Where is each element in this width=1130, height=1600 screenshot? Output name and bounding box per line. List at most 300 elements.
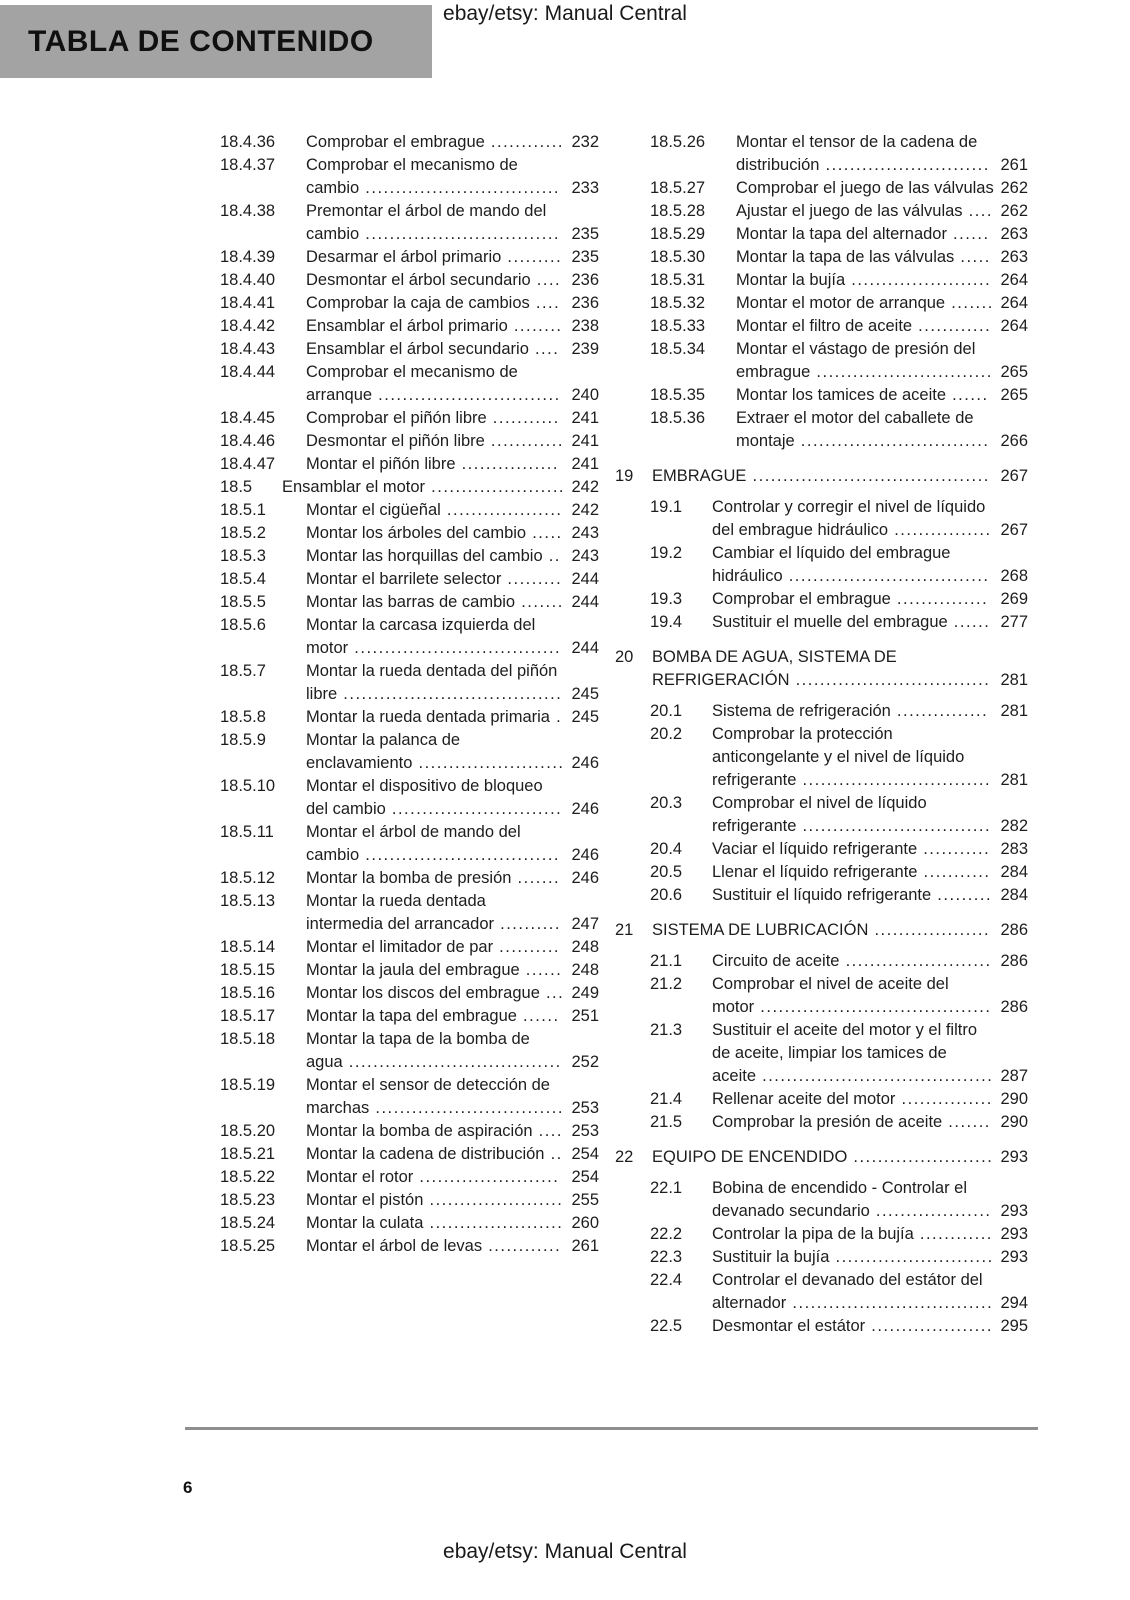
- toc-entry-body: [712, 1088, 1028, 1111]
- toc-entry-title: Comprobar el mecanismo de cambio: [306, 156, 518, 197]
- toc-entry-page: 236: [571, 294, 599, 312]
- toc-entry-number: 18.4.38: [220, 202, 276, 220]
- toc-entry: [185, 1028, 599, 1074]
- toc-dot-leader: ..........: [493, 938, 561, 956]
- toc-entry: [185, 821, 599, 867]
- toc-entry-title: Montar la palanca de enclavamiento: [306, 731, 461, 772]
- toc-dot-leader: ....: [962, 202, 993, 220]
- toc-entry-page: 265: [1000, 386, 1028, 404]
- toc-entry-title: Sustituir el aceite del motor y el filtro de aceite, limpiar los tamices de aceite: [712, 1021, 978, 1085]
- toc-dot-leader: ............................: [385, 800, 563, 818]
- toc-entry-title: Comprobar el embrague: [306, 133, 485, 151]
- toc-entry: [185, 729, 599, 775]
- toc-entry-page: 246: [571, 800, 599, 818]
- toc-entry: [615, 884, 1028, 907]
- toc-entry-number: 21.3: [650, 1021, 683, 1039]
- toc-entry-page: 267: [1000, 467, 1028, 485]
- footer-rule: [185, 1427, 1038, 1430]
- toc-entry-page: 251: [571, 1007, 599, 1025]
- toc-column-left: [185, 131, 599, 1258]
- toc-entry-title: Bobina de encendido - Controlar el devanado secundario: [712, 1179, 968, 1220]
- toc-entry-title: Montar el dispositivo de bloqueo del cambio: [306, 777, 543, 818]
- toc-dot-leader: .......................: [413, 1168, 560, 1186]
- toc-entry-page: 286: [1000, 921, 1028, 939]
- toc-entry-number: 18.4.43: [220, 340, 276, 358]
- toc-dot-leader: ...............................: [796, 771, 992, 789]
- toc-entry-body: [306, 729, 599, 775]
- toc-entry-title: Ensamblar el motor: [282, 478, 426, 496]
- toc-entry-body: [736, 200, 1028, 223]
- toc-entry: [615, 1246, 1028, 1269]
- toc-entry-page: 265: [1000, 363, 1028, 381]
- toc-dot-leader: .........: [501, 570, 563, 588]
- toc-dot-leader: .................................: [786, 1294, 994, 1312]
- toc-entry-number: 18.5.11: [220, 823, 274, 841]
- toc-entry-page: 249: [571, 984, 599, 1002]
- toc-entry-number: 18.5.7: [220, 662, 266, 680]
- toc-entry-number: 18.5.3: [220, 547, 266, 565]
- toc-entry-title: Controlar y corregir el nivel de líquido del embrague hidráulico: [712, 498, 986, 539]
- toc-entry-number: 18.5.32: [650, 294, 706, 312]
- toc-entry-title: Montar el vástago de presión del embrague: [736, 340, 976, 381]
- toc-entry: [185, 660, 599, 706]
- toc-entry-number: 18.5.25: [220, 1237, 276, 1255]
- toc-entry-number: 18.4.37: [220, 156, 276, 174]
- toc-entry-title: Montar la rueda dentada del piñón libre: [306, 662, 558, 703]
- toc-entry-page: 281: [1000, 671, 1028, 689]
- toc-entry: [615, 384, 1028, 407]
- toc-entry: [185, 1074, 599, 1120]
- toc-entry: [615, 838, 1028, 861]
- toc-entry-body: [712, 496, 1028, 542]
- toc-entry-body: [712, 838, 1028, 861]
- toc-entry-title: BOMBA DE AGUA, SISTEMA DE REFRIGERACIÓN: [652, 648, 897, 689]
- toc-entry-body: [306, 430, 599, 453]
- toc-entry-page: 244: [571, 570, 599, 588]
- toc-entry-page: 242: [571, 501, 599, 519]
- toc-entry-number: 22.3: [650, 1248, 683, 1266]
- toc-dot-leader: .......................: [845, 271, 992, 289]
- toc-entry: [615, 1223, 1028, 1246]
- toc-entry: [615, 177, 1028, 200]
- toc-dot-leader: ..: [544, 1145, 563, 1163]
- toc-entry-title: Montar el barrilete selector: [306, 570, 502, 588]
- toc-entry-number: 18.5.18: [220, 1030, 276, 1048]
- toc-entry: [615, 950, 1028, 973]
- toc-entry-title: Sistema de refrigeración: [712, 702, 891, 720]
- toc-entry: [615, 496, 1028, 542]
- toc-entry-title: Llenar el líquido refrigerante: [712, 863, 918, 881]
- page-title: TABLA DE CONTENIDO: [28, 24, 374, 58]
- toc-entry-page: 233: [571, 179, 599, 197]
- toc-entry-title: Comprobar el juego de las válvulas: [736, 179, 994, 197]
- toc-dot-leader: ..........: [494, 915, 561, 933]
- toc-entry-title: Montar la rueda dentada intermedia del arrancador: [306, 892, 495, 933]
- toc-entry: [615, 1177, 1028, 1223]
- toc-dot-leader: ....: [530, 271, 562, 289]
- toc-entry-page: 245: [571, 685, 599, 703]
- toc-entry-body: [306, 1074, 599, 1120]
- toc-entry-number: 18.5.21: [220, 1145, 276, 1163]
- toc-entry-body: [306, 982, 599, 1005]
- toc-entry-body: [306, 246, 599, 269]
- toc-entry-body: [306, 959, 599, 982]
- toc-entry: [615, 611, 1028, 634]
- toc-entry: [615, 1088, 1028, 1111]
- toc-entry-page: 286: [1000, 952, 1028, 970]
- toc-dot-leader: ..: [542, 547, 561, 565]
- toc-dot-leader: .........: [501, 248, 563, 266]
- toc-entry-page: 238: [571, 317, 599, 335]
- toc-entry-body: [736, 338, 1028, 384]
- toc-entry-title: Montar los árboles del cambio: [306, 524, 527, 542]
- toc-dot-leader: ...........: [917, 863, 991, 881]
- toc-entry-number: 19.4: [650, 613, 683, 631]
- toc-entry-number: 18.5.26: [650, 133, 706, 151]
- toc-entry: [185, 614, 599, 660]
- toc-entry: [615, 315, 1028, 338]
- toc-entry-number: 18.5.24: [220, 1214, 276, 1232]
- toc-entry-title: Montar la tapa de la bomba de agua: [306, 1030, 530, 1071]
- running-footer-title: ebay/etsy: Manual Central: [443, 1540, 687, 1563]
- toc-entry-number: 18.5.6: [220, 616, 266, 634]
- toc-dot-leader: ......: [946, 225, 990, 243]
- toc-entry-page: 235: [571, 225, 599, 243]
- toc-entry-number: 18.5.34: [650, 340, 706, 358]
- toc-entry-page: 246: [571, 846, 599, 864]
- toc-dot-leader: ............: [912, 317, 992, 335]
- toc-entry-title: Montar las horquillas del cambio: [306, 547, 543, 565]
- toc-entry-title: Ensamblar el árbol primario: [306, 317, 508, 335]
- toc-entry: [185, 568, 599, 591]
- toc-entry-body: [306, 499, 599, 522]
- toc-entry-title: Montar la bomba de presión: [306, 869, 512, 887]
- toc-entry-body: [306, 821, 599, 867]
- toc-entry-page: 252: [571, 1053, 599, 1071]
- toc-entry-title: Desmontar el árbol secundario: [306, 271, 531, 289]
- toc-entry-page: 293: [1000, 1148, 1028, 1166]
- toc-entry-title: Montar las barras de cambio: [306, 593, 516, 611]
- toc-entry: [185, 982, 599, 1005]
- toc-entry-page: 293: [1000, 1225, 1028, 1243]
- toc-entry-number: 20.6: [650, 886, 683, 904]
- toc-entry-body: [306, 522, 599, 545]
- toc-dot-leader: ...................: [869, 1202, 992, 1220]
- toc-dot-leader: ....................: [865, 1317, 993, 1335]
- toc-entry-number: 22.4: [650, 1271, 683, 1289]
- toc-entry-number: 18.4.41: [220, 294, 276, 312]
- toc-entry-page: 281: [1000, 771, 1028, 789]
- toc-entry: [615, 131, 1028, 177]
- toc-dot-leader: ......................................: [754, 998, 992, 1016]
- toc-entry-title: Desarmar el árbol primario: [306, 248, 502, 266]
- toc-entry-number: 18.5.13: [220, 892, 276, 910]
- toc-dot-leader: .........: [931, 886, 993, 904]
- toc-entry-body: [712, 611, 1028, 634]
- toc-entry-title: Cambiar el líquido del embrague hidráulico: [712, 544, 951, 585]
- toc-entry-page: 246: [571, 869, 599, 887]
- toc-entry-title: Montar el cigüeñal: [306, 501, 441, 519]
- toc-entry: [615, 861, 1028, 884]
- toc-entry-page: 263: [1000, 225, 1028, 243]
- toc-entry-page: 261: [1000, 156, 1028, 174]
- toc-entry-page: 294: [1000, 1294, 1028, 1312]
- toc-entry-body: [652, 919, 1028, 942]
- toc-entry: [615, 292, 1028, 315]
- toc-entry-number: 18.5.4: [220, 570, 266, 588]
- toc-dot-leader: .......: [942, 1113, 991, 1131]
- toc-entry-title: Comprobar la presión de aceite: [712, 1113, 943, 1131]
- toc-entry-title: Montar el árbol de mando del cambio: [306, 823, 521, 864]
- toc-entry-title: Vaciar el líquido refrigerante: [712, 840, 918, 858]
- toc-entry-body: [652, 1146, 1028, 1169]
- toc-entry-page: 293: [1000, 1202, 1028, 1220]
- toc-entry-title: Montar el rotor: [306, 1168, 414, 1186]
- toc-entry-page: 290: [1000, 1090, 1028, 1108]
- toc-entry-number: 18.5.20: [220, 1122, 276, 1140]
- toc-entry-body: [712, 950, 1028, 973]
- toc-entry-title: Comprobar el piñón libre: [306, 409, 487, 427]
- toc-dot-leader: ...............: [890, 702, 989, 720]
- toc-entry-page: 295: [1000, 1317, 1028, 1335]
- toc-entry-body: [306, 1028, 599, 1074]
- toc-entry-body: [306, 614, 599, 660]
- toc-entry: [185, 476, 599, 499]
- toc-entry-title: Montar el piñón libre: [306, 455, 456, 473]
- toc-dot-leader: ..........................: [829, 1248, 994, 1266]
- toc-entry-body: [736, 246, 1028, 269]
- toc-entry-number: 18.5.22: [220, 1168, 276, 1186]
- toc-entry-number: 18.4.36: [220, 133, 276, 151]
- toc-dot-leader: ............: [482, 1237, 562, 1255]
- toc-entry-number: 18.5.31: [650, 271, 706, 289]
- toc-dot-leader: ......: [947, 613, 991, 631]
- toc-entry: [185, 522, 599, 545]
- toc-entry-page: 248: [571, 961, 599, 979]
- toc-entry-title: Comprobar la caja de cambios: [306, 294, 530, 312]
- toc-entry-page: 262: [1000, 202, 1028, 220]
- toc-entry-number: 18.5: [220, 478, 253, 496]
- toc-entry: [615, 200, 1028, 223]
- toc-dot-leader: ........................: [839, 952, 992, 970]
- toc-entry-number: 18.5.36: [650, 409, 706, 427]
- toc-entry-body: [652, 465, 1028, 488]
- running-footer: [0, 1540, 1130, 1564]
- toc-entry-page: 263: [1000, 248, 1028, 266]
- toc-entry-title: Montar la bujía: [736, 271, 846, 289]
- toc-dot-leader: ......: [519, 961, 563, 979]
- toc-dot-leader: ...........: [917, 840, 991, 858]
- toc-dot-leader: .............................: [810, 363, 993, 381]
- toc-entry-body: [306, 315, 599, 338]
- toc-entry-body: [306, 545, 599, 568]
- toc-entry-number: 18.5.28: [650, 202, 706, 220]
- toc-entry-page: 236: [571, 271, 599, 289]
- toc-entry-body: [712, 1223, 1028, 1246]
- toc-entry-body: [306, 568, 599, 591]
- toc-entry-number: 20.1: [650, 702, 683, 720]
- toc-entry-title: Montar la culata: [306, 1214, 424, 1232]
- toc-dot-leader: ................................: [359, 179, 560, 197]
- toc-dot-leader: ............: [913, 1225, 993, 1243]
- toc-entry-body: [712, 884, 1028, 907]
- toc-entry: [185, 338, 599, 361]
- toc-entry-body: [712, 1315, 1028, 1338]
- toc-entry-title: Extraer el motor del caballete de montaje: [736, 409, 974, 450]
- toc-column-right: [615, 131, 1028, 1338]
- toc-entry-page: 286: [1000, 998, 1028, 1016]
- toc-entry-body: [736, 269, 1028, 292]
- toc-entry: [185, 936, 599, 959]
- toc-entry-page: 248: [571, 938, 599, 956]
- toc-entry-page: 240: [571, 386, 599, 404]
- toc-entry-body: [306, 1189, 599, 1212]
- toc-entry-page: 246: [571, 754, 599, 772]
- toc-entry-page: 239: [571, 340, 599, 358]
- toc-entry-body: [736, 177, 1028, 200]
- toc-entry-body: [306, 1120, 599, 1143]
- toc-entry-page: 277: [1000, 613, 1028, 631]
- toc-entry: [615, 1146, 1028, 1169]
- toc-entry-number: 22: [615, 1148, 634, 1166]
- toc-entry-number: 18.4.47: [220, 455, 276, 473]
- toc-entry-body: [306, 660, 599, 706]
- toc-entry-title: Comprobar el mecanismo de arranque: [306, 363, 518, 404]
- toc-entry-number: 18.5.8: [220, 708, 266, 726]
- toc-entry-body: [306, 200, 599, 246]
- toc-entry-page: 245: [571, 708, 599, 726]
- toc-entry-title: Montar el sensor de detección de marchas: [306, 1076, 550, 1117]
- toc-entry-title: Desmontar el piñón libre: [306, 432, 485, 450]
- toc-entry: [615, 1019, 1028, 1088]
- toc-dot-leader: ...........................: [819, 156, 990, 174]
- toc-entry-body: [712, 861, 1028, 884]
- toc-dot-leader: ...............................: [369, 1099, 564, 1117]
- toc-dot-leader: ......................: [423, 1191, 564, 1209]
- toc-entry-page: 287: [1000, 1067, 1028, 1085]
- toc-dot-leader: ....: [532, 1122, 563, 1140]
- toc-entry-page: 254: [571, 1145, 599, 1163]
- toc-entry-body: [736, 223, 1028, 246]
- toc-entry-title: EQUIPO DE ENCENDIDO: [652, 1148, 848, 1166]
- toc-entry-page: 255: [571, 1191, 599, 1209]
- toc-entry-number: 18.5.23: [220, 1191, 276, 1209]
- toc-entry-page: 254: [571, 1168, 599, 1186]
- toc-entry-title: SISTEMA DE LUBRICACIÓN: [652, 921, 869, 939]
- toc-entry-body: [306, 1005, 599, 1028]
- toc-entry-title: Montar la carcasa izquierda del motor: [306, 616, 536, 657]
- toc-entry-body: [306, 361, 599, 407]
- toc-entry: [185, 1189, 599, 1212]
- toc-entry-body: [712, 1111, 1028, 1134]
- toc-dot-leader: ....: [528, 340, 560, 358]
- toc-entry-title: Ensamblar el árbol secundario: [306, 340, 529, 358]
- toc-entry: [615, 223, 1028, 246]
- toc-entry: [615, 407, 1028, 453]
- toc-entry-page: 235: [571, 248, 599, 266]
- toc-entry-number: 18.4.39: [220, 248, 276, 266]
- toc-dot-leader: ................: [888, 521, 992, 539]
- toc-entry-title: Comprobar el embrague: [712, 590, 891, 608]
- toc-entry-body: [306, 407, 599, 430]
- toc-entry-number: 21.2: [650, 975, 683, 993]
- toc-entry-title: Comprobar el nivel de líquido refrigerante: [712, 794, 927, 835]
- toc-dot-leader: ...............................: [796, 817, 992, 835]
- toc-entry: [185, 890, 599, 936]
- toc-entry: [185, 131, 599, 154]
- toc-entry-number: 22.5: [650, 1317, 683, 1335]
- toc-entry-body: [712, 1177, 1028, 1223]
- toc-entry: [615, 246, 1028, 269]
- toc-dot-leader: ..............................: [372, 386, 561, 404]
- toc-entry-body: [306, 936, 599, 959]
- toc-entry-number: 21: [615, 921, 634, 939]
- toc-dot-leader: ........................: [412, 754, 565, 772]
- toc-entry-title: Sustituir el líquido refrigerante: [712, 886, 932, 904]
- toc-dot-leader: .................................: [782, 567, 990, 585]
- toc-entry-body: [712, 700, 1028, 723]
- toc-entry-title: Ajustar el juego de las válvulas: [736, 202, 963, 220]
- toc-entry-page: 264: [1000, 294, 1028, 312]
- toc-entry-page: 241: [571, 432, 599, 450]
- toc-entry-title: Controlar la pipa de la bujía: [712, 1225, 914, 1243]
- toc-entry-title: Montar la tapa del alternador: [736, 225, 947, 243]
- toc-entry-number: 20: [615, 648, 634, 666]
- toc-entry-title: Circuito de aceite: [712, 952, 840, 970]
- toc-dot-leader: ..................................: [348, 639, 562, 657]
- toc-entry-body: [736, 131, 1028, 177]
- toc-entry: [615, 973, 1028, 1019]
- toc-entry-page: 260: [571, 1214, 599, 1232]
- toc-entry-number: 18.5.15: [220, 961, 276, 979]
- toc-entry: [185, 1212, 599, 1235]
- toc-entry-body: [712, 723, 1028, 792]
- toc-entry-page: 262: [1000, 179, 1028, 197]
- toc-entry-number: 20.3: [650, 794, 683, 812]
- toc-entry: [185, 269, 599, 292]
- toc-entry-body: [306, 1143, 599, 1166]
- toc-dot-leader: ...............................: [794, 432, 990, 450]
- toc-entry-number: 18.4.46: [220, 432, 276, 450]
- toc-entry: [185, 246, 599, 269]
- toc-entry-title: Desmontar el estátor: [712, 1317, 866, 1335]
- toc-entry: [615, 542, 1028, 588]
- toc-entry-number: 18.5.9: [220, 731, 266, 749]
- toc-entry-body: [736, 292, 1028, 315]
- toc-entry-title: Montar la bomba de aspiración: [306, 1122, 533, 1140]
- toc-entry-body: [306, 890, 599, 936]
- toc-entry-page: 293: [1000, 1248, 1028, 1266]
- toc-entry-body: [306, 706, 599, 729]
- toc-entry-page: 281: [1000, 702, 1028, 720]
- toc-entry: [185, 430, 599, 453]
- toc-entry-number: 19.1: [650, 498, 683, 516]
- toc-entry-number: 18.5.17: [220, 1007, 276, 1025]
- toc-entry: [615, 338, 1028, 384]
- toc-entry-title: Comprobar la protección anticongelante y el nivel de líquido refrigerante: [712, 725, 965, 789]
- toc-entry-page: 264: [1000, 271, 1028, 289]
- toc-entry-page: 290: [1000, 1113, 1028, 1131]
- toc-entry-number: 18.5.30: [650, 248, 706, 266]
- toc-dot-leader: ...: [539, 984, 565, 1002]
- toc-entry-title: Montar el pistón: [306, 1191, 424, 1209]
- toc-entry-body: [306, 292, 599, 315]
- toc-entry: [615, 1269, 1028, 1315]
- toc-dot-leader: ................................: [789, 671, 991, 689]
- toc-entry: [185, 453, 599, 476]
- toc-entry-body: [712, 1246, 1028, 1269]
- toc-entry-page: 253: [571, 1122, 599, 1140]
